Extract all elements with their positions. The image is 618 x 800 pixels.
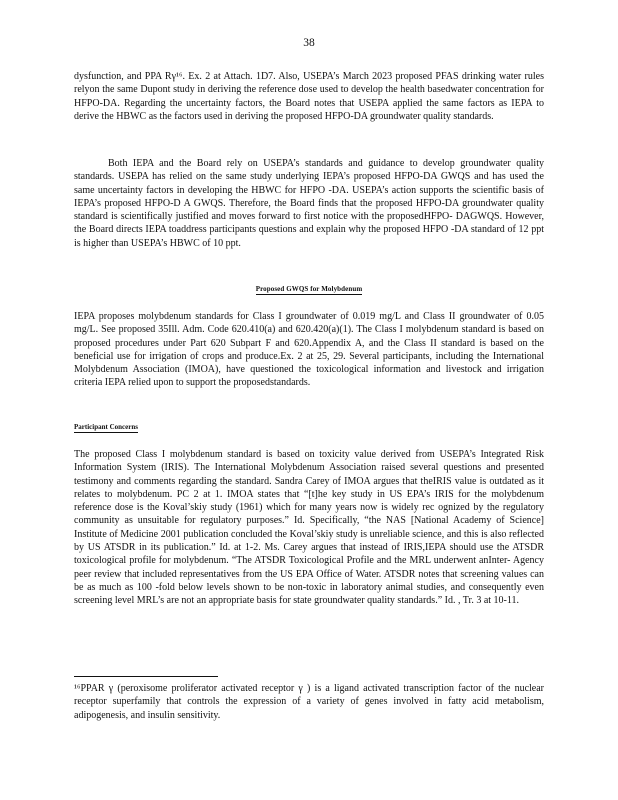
paragraph-board-findings-hfpo-da: Both IEPA and the Board rely on USEPA’s standards and guidance to develop groundwater quality standards. USEPA has relied on the same study underlying IEPA’s proposed HFPO-DA GWQS and has used the same uncertainty factors in developing the HBWC for HFPO -DA. USEPA’s action supports the scientific basis of IEPA’s proposed HFPO-D A GWQS. Therefore, the Board finds that the proposed HFPO-DA groundwater quality standard is scientifically justified and moves forward to first notice with the proposedHFPO- DAGWQS. However, the Board directs IEPA toaddress participants questions and explain why the proposed HFPO -DA standard of 12 ppt is higher than USEPA’s HBWC of 10 ppt. [74,158,544,249]
page-number: 38 [303,37,315,49]
section-heading-molybdenum [0,285,618,293]
section-heading-text: Proposed GWQS for Molybdenum [255,285,363,293]
subsection-heading-participant-concerns [74,423,138,431]
paragraph-molybdenum-proposal: IEPA proposes molybdenum standards for Class I groundwater of 0.019 mg/L and Class II groundwater of 0.05 mg/L. See proposed 35Ill. Adm. Code 620.410(a) and 620.420(a)(1). The Class I molybdenum standard is based on proposed procedures under Part 620 Subpart F and 620.Appendix A, and the Class II standard is based on the beneficial use for irrigation of crops and produce.Ex. 2 at 25, 29. Several participants, including the International Molybdenum Association (IMOA), have questioned the toxicological information and livestock and irrigation criteria IEPA relied upon to support the proposedstandards. [74,311,544,389]
paragraph-hfpo-da-uncertainty: dysfunction, and PPA Rγ¹⁶. Ex. 2 at Attach. 1D7. Also, USEPA’s March 2023 proposed PFAS drinking water rules relyon the same Dupont study in deriving the reference dose used to develop the health basedwater concentration for HFPO-DA. Regarding the uncertainty factors, the Board notes that USEPA applied the same factors as IEPA to derive the HBWC as the factors used in deriving the proposed HFPO-DA groundwater quality standards. [74,71,544,122]
subsection-heading-text: Participant Concerns [74,423,138,431]
footnote-divider [74,676,218,677]
paragraph-imoa-concerns: The proposed Class I molybdenum standard is based on toxicity value derived from USEPA’s Integrated Risk Information System (IRIS). The International Molybdenum Association raised several questions and presented testimony and comments regarding the standard. Sandra Carey of IMOA argues that theIRIS value is outdated as it relates to molybdenum. PC 2 at 1. IMOA states that “[t]he key study in US EPA’s IRIS for the molybdenum reference dose is the Koval’skiy study (1961) which for many years now is widely rec ognized by the regulatory community as unsuitable for regulatory purposes.” Id. Specifically, “the NAS [National Academy of Science] Institute of Medicine 2001 publication concluded the Koval’skiy study is unreliable science, and this is also reflected by US ATSDR in its publication.” Id. at 1-2. Ms. Carey argues that instead of IRIS,IEPA should use the ATSDR toxicological profile for molybdenum. “The ATSDR Toxicological Profile and the MRL underwent anInter- Agency peer review that included representatives from the US EPA Office of Water. ATSDR notes that screening values can be as much as 100 -fold below levels shown to be non-toxic in laboratory animal studies, and consequently even screening level MRL’s are not an appropriate basis for state groundwater quality standards.” Id. , Tr. 3 at 10-11. [74,449,544,607]
footnote-16: ¹⁶PPAR γ (peroxisome proliferator activated receptor γ ) is a ligand activated transcription factor of the nuclear receptor superfamily that controls the expression of a variety of genes involved in fatty acid metabolism, adipogenesis, and insulin sensitivity. [74,683,544,721]
